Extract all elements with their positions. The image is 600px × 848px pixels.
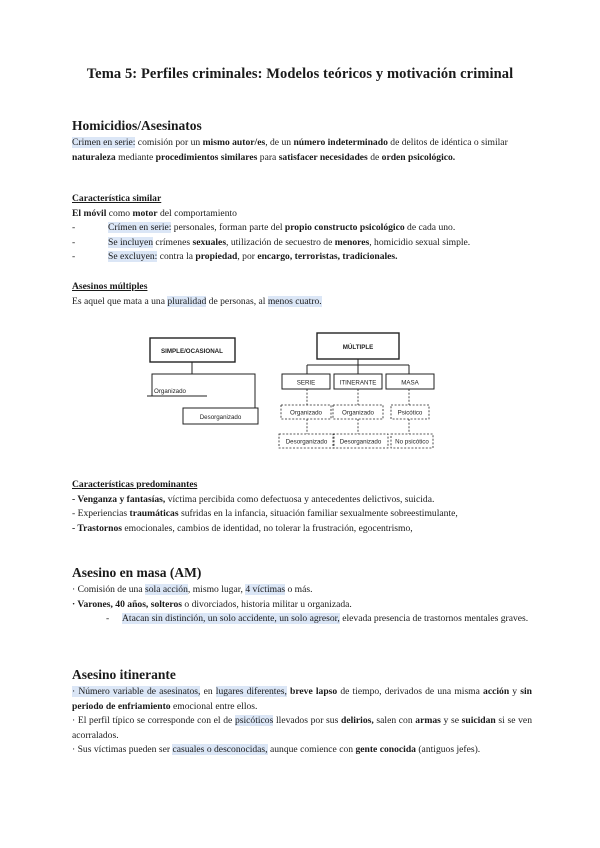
heading-homicidios: Homicidios/Asesinatos: [72, 118, 202, 133]
label-serie-desorganizado: Desorganizado: [285, 438, 328, 446]
list-item: [72, 236, 532, 251]
bold-text: sin periodo de enfriamiento: [72, 686, 532, 712]
text: emocional entre ellos.: [170, 700, 258, 712]
label-desorganizado: Desorganizado: [199, 414, 242, 421]
line-victimas: [72, 743, 532, 758]
text: contra la: [157, 251, 196, 263]
label-masa: MASA: [401, 379, 419, 387]
highlight: Atacan sin distinción, un solo accidente, un solo agresor,: [122, 613, 340, 625]
heading-asesino-itinerante: Asesino itinerante: [72, 667, 176, 682]
line-trastornos: [72, 522, 532, 537]
section-asesino-itinerante: [72, 685, 532, 758]
label-serie-organizado: Organizado: [290, 409, 322, 417]
highlight: pluralidad: [167, 295, 207, 307]
line-venganza: [72, 493, 532, 508]
line-comision: [72, 583, 532, 598]
dash-bullet: -: [72, 236, 76, 248]
text: del comportamiento: [157, 207, 237, 219]
label-itinerante: ITINERANTE: [339, 379, 377, 387]
text: salen con: [373, 715, 416, 727]
line-perfil-tipico: [72, 714, 532, 743]
section-asesinos-multiples: [72, 280, 532, 309]
bold-text: número indeterminado: [293, 137, 388, 148]
bold-text: acción: [483, 686, 510, 697]
bold-text: traumáticas: [129, 508, 179, 520]
bold-text: naturaleza: [72, 151, 116, 163]
bold-text: · Varones, 40 años, solteros: [72, 598, 182, 610]
text: · El perfil típico se corresponde con el de: [72, 715, 235, 727]
text: víctima percibida como defectuosa y antecedentes delictivos, suicida.: [165, 493, 435, 505]
line-definition: [72, 295, 532, 310]
highlight: psicóticos: [234, 715, 274, 727]
classification-diagram: [145, 328, 455, 456]
subheading-caracteristicas-predominantes: Características predominantes: [72, 479, 198, 490]
text: de cada uno.: [404, 222, 456, 234]
text: , de un: [265, 137, 294, 148]
list-item: [72, 612, 532, 627]
text: , mismo lugar,: [187, 584, 246, 595]
heading-asesino-en-masa: Asesino en masa (AM): [72, 565, 202, 580]
text: y se: [440, 715, 462, 727]
text: (antiguos jefes).: [415, 744, 481, 756]
bold-text: menores: [334, 236, 370, 248]
highlight: Crímen en serie:: [108, 222, 172, 234]
dash-bullet: -: [106, 613, 110, 625]
text: · Sus víctimas pueden ser: [72, 744, 173, 756]
highlight: lugares diferentes,: [215, 686, 287, 697]
highlight: menos cuatro.: [267, 295, 322, 307]
highlight: Se excluyen:: [108, 251, 158, 263]
text: para: [257, 151, 279, 163]
text: aunque comience con: [267, 744, 356, 756]
dash-bullet: -: [72, 222, 76, 234]
list-item: [72, 250, 532, 265]
label-masa-no-psicotico: No psicótico: [395, 438, 429, 446]
subheading-asesinos-multiples: Asesinos múltiples: [72, 281, 148, 292]
bold-text: - Trastornos: [72, 522, 123, 534]
bold-text: - Venganza y fantasías,: [72, 493, 166, 505]
label-itinerante-desorganizado: Desorganizado: [339, 438, 382, 446]
bold-text: orden psicológico.: [381, 151, 456, 163]
section-caracteristicas-predominantes: [72, 478, 532, 536]
label-simple-ocasional: SIMPLE/OCASIONAL: [161, 348, 223, 355]
label-multiple: MÚLTIPLE: [342, 344, 374, 351]
text: de tiempo, derivados de una misma: [337, 686, 484, 697]
section-asesino-en-masa: [72, 583, 532, 627]
line-varones: [72, 598, 532, 613]
line-movil: [72, 207, 532, 222]
bold-text: motor: [132, 207, 158, 219]
text: de delitos de idéntica o similar: [387, 137, 508, 148]
highlight: · Número variable de asesinatos,: [72, 686, 201, 697]
dash-bullet: -: [72, 251, 76, 263]
text: o divorciados, historia militar u organizada.: [182, 598, 352, 610]
text: personales, forman parte del: [171, 222, 285, 234]
label-serie: SERIE: [296, 379, 316, 387]
bold-text: propio constructo psicológico: [284, 222, 405, 234]
text: mediante: [115, 151, 156, 163]
bold-text: gente conocida: [355, 744, 416, 756]
highlight-crimen-en-serie: Crimen en serie:: [72, 137, 136, 148]
line-experiencias: [72, 507, 532, 522]
list-item: [72, 221, 532, 236]
text: llevados por sus: [273, 715, 341, 727]
highlight: 4 víctimas: [245, 584, 286, 595]
text: , por: [237, 251, 258, 263]
text: emocionales, cambios de identidad, no tolerar la frustración, egocentrismo,: [122, 522, 413, 534]
text: en: [200, 686, 216, 697]
text: sufridas en la infancia, situación familiar sexualmente sobreestimulante,: [178, 508, 458, 520]
text: , utilización de secuestro de: [226, 236, 335, 248]
bold-text: sexuales: [192, 236, 227, 248]
highlight: casuales o desconocidas,: [172, 744, 268, 756]
text: como: [106, 207, 133, 219]
bold-text: propiedad: [195, 251, 238, 263]
text: comisión por un: [135, 137, 203, 148]
text: elevada presencia de trastornos mentales graves.: [339, 613, 529, 625]
bold-text: breve lapso: [289, 686, 338, 697]
text: de: [367, 151, 382, 163]
label-itinerante-organizado: Organizado: [342, 409, 374, 417]
text: Es aquel que mata a una: [72, 295, 168, 307]
bold-text: suicidan: [461, 715, 496, 727]
highlight: Se incluyen: [108, 236, 154, 248]
bold-text: procedimientos similares: [155, 151, 258, 163]
text: o más.: [285, 584, 313, 595]
bold-text: encargo, terroristas, tradicionales.: [257, 251, 398, 263]
text: - Experiencias: [72, 508, 130, 520]
page-title: Tema 5: Perfiles criminales: Modelos teóricos y motivación criminal: [86, 66, 514, 82]
text: si se ven acorralados.: [72, 715, 532, 741]
bold-text: delirios,: [340, 715, 374, 727]
text: de personas, al: [206, 295, 268, 307]
label-masa-psicotico: Psicótico: [397, 409, 423, 417]
text: · Comisión de una: [72, 584, 146, 595]
bold-text: El móvil: [72, 207, 107, 219]
text: , homicidio sexual simple.: [369, 236, 471, 248]
bold-text: satisfacer necesidades: [278, 151, 368, 163]
subheading-caracteristica-similar: Característica similar: [72, 193, 162, 204]
line-numero-variable: [72, 685, 532, 714]
paragraph-crimen-en-serie: [72, 136, 532, 165]
text: crímenes: [153, 236, 193, 248]
text: y: [509, 686, 521, 697]
bold-text: mismo autor/es: [202, 137, 266, 148]
highlight: sola acción: [145, 584, 188, 595]
bold-text: armas: [415, 715, 441, 727]
section-caracteristica-similar: [72, 192, 532, 265]
label-organizado: Organizado: [154, 388, 186, 395]
